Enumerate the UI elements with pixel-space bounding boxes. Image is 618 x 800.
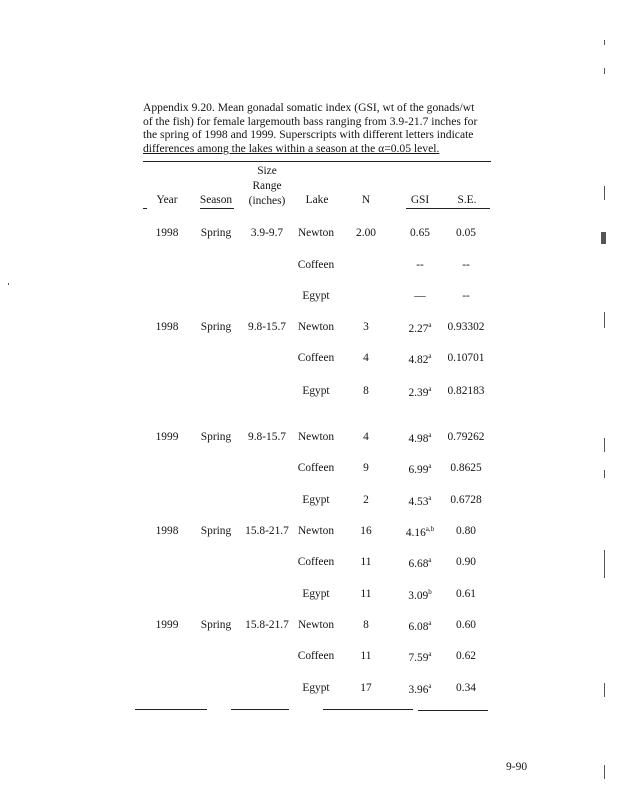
table-cell-n: 16 [360, 525, 372, 537]
table-cell-season: Spring [200, 525, 232, 537]
gsi-superscript: a [428, 352, 432, 360]
table-cell-lake: Newton [297, 321, 335, 333]
header-season: Season [199, 194, 233, 206]
header-size-line-3: (inches) [248, 195, 286, 207]
header-rule-left [143, 208, 147, 209]
table-cell-lake: Coffeen [297, 259, 335, 271]
table-cell-season: Spring [200, 321, 232, 333]
table-cell-gsi [408, 619, 431, 633]
gsi-superscript: b [428, 588, 432, 596]
table-bottom-rule-4 [418, 710, 488, 711]
gsi-value: 2.27 [408, 323, 429, 335]
table-cell-n: 3 [363, 321, 369, 333]
table-cell-se: 0.80 [456, 525, 476, 537]
table-cell-se: 0.79262 [447, 431, 485, 443]
gsi-value: 6.99 [408, 464, 429, 476]
gsi-value: 4.53 [408, 496, 429, 508]
gsi-value: 3.96 [408, 684, 429, 696]
table-cell-size: 9.8-15.7 [248, 431, 286, 443]
table-cell-gsi [408, 650, 431, 664]
table-cell-season: Spring [200, 619, 232, 631]
header-size-line-1: Size [257, 165, 277, 177]
table-cell-se: 0.34 [456, 682, 476, 694]
header-rule-season [200, 208, 234, 209]
page-number: 9-90 [506, 761, 528, 773]
scan-mark [604, 312, 605, 328]
table-cell-gsi [408, 462, 431, 476]
table-cell-year: 1999 [155, 431, 179, 443]
table-cell-gsi [408, 321, 431, 335]
header-se: S.E. [457, 194, 477, 206]
scan-mark [604, 68, 605, 74]
header-size-line-2: Range [252, 180, 282, 192]
table-cell-se: 0.6728 [450, 494, 482, 506]
table-cell-lake: Newton [297, 431, 335, 443]
scan-mark [604, 765, 605, 779]
scan-mark [604, 470, 605, 478]
table-cell-gsi [416, 259, 424, 271]
scan-mark [604, 40, 605, 45]
table-cell-gsi [408, 682, 431, 696]
table-cell-n: 9 [363, 462, 369, 474]
table-cell-se: 0.8625 [450, 462, 482, 474]
table-cell-n: 8 [363, 385, 369, 397]
table-cell-lake: Egypt [302, 290, 330, 302]
table-caption [143, 101, 493, 155]
gsi-superscript: a [428, 556, 432, 564]
table-bottom-rule-3 [323, 709, 413, 710]
table-cell-n: 11 [360, 556, 372, 568]
table-cell-year: 1998 [155, 321, 179, 333]
gsi-value: — [414, 290, 426, 302]
caption-line-3: the spring of 1998 and 1999. Superscripts with different letters indicate [143, 128, 474, 142]
table-cell-size: 15.8-21.7 [245, 525, 289, 537]
table-cell-se: -- [462, 290, 470, 302]
gsi-superscript: a [428, 494, 432, 502]
table-cell-se: 0.10701 [447, 352, 485, 364]
table-cell-se: 0.05 [456, 227, 476, 239]
gsi-value: 0.65 [410, 227, 430, 239]
table-cell-gsi [408, 431, 431, 445]
gsi-value: 7.59 [408, 652, 429, 664]
gsi-superscript: a [428, 385, 432, 393]
table-cell-n: 2 [363, 494, 369, 506]
gsi-value: 3.09 [408, 590, 429, 602]
gsi-superscript: a [428, 431, 432, 439]
gsi-value: 2.39 [408, 387, 429, 399]
table-bottom-rule-2 [231, 709, 289, 710]
header-gsi: GSI [410, 194, 430, 206]
gsi-superscript: a [428, 619, 432, 627]
table-cell-se: 0.61 [456, 588, 476, 600]
table-cell-gsi [410, 227, 430, 239]
table-cell-se: 0.60 [456, 619, 476, 631]
gsi-superscript: a [428, 682, 432, 690]
table-cell-lake: Coffeen [297, 556, 335, 568]
caption-line-4: differences among the lakes within a season at the α=0.05 level. [143, 141, 440, 155]
table-cell-n: 17 [360, 682, 372, 694]
table-cell-n: 4 [363, 352, 369, 364]
gsi-superscript: a [428, 650, 432, 658]
table-cell-n: 8 [363, 619, 369, 631]
caption-rule [143, 161, 491, 162]
table-cell-season: Spring [200, 431, 232, 443]
table-cell-se: 0.82183 [447, 385, 485, 397]
table-cell-year: 1998 [155, 227, 179, 239]
header-rule-main [406, 208, 490, 209]
table-cell-n: 11 [360, 650, 372, 662]
table-cell-lake: Coffeen [297, 650, 335, 662]
scan-mark [604, 683, 605, 697]
caption-line-2: of the fish) for female largemouth bass ranging from 3.9-21.7 inches for [143, 114, 478, 128]
scan-mark [604, 438, 605, 452]
table-cell-gsi [406, 525, 434, 539]
gsi-value: 4.82 [408, 354, 429, 366]
table-cell-lake: Egypt [302, 682, 330, 694]
table-cell-se: 0.90 [456, 556, 476, 568]
header-year: Year [156, 194, 178, 206]
table-cell-size: 15.8-21.7 [245, 619, 289, 631]
scan-mark [601, 232, 606, 244]
gsi-value: -- [416, 259, 424, 271]
header-n: N [361, 194, 371, 206]
table-cell-gsi [408, 385, 431, 399]
table-cell-se: -- [462, 259, 470, 271]
scan-mark [604, 550, 605, 578]
table-cell-lake: Egypt [302, 494, 330, 506]
table-cell-lake: Newton [297, 227, 335, 239]
table-cell-gsi [414, 290, 425, 302]
table-cell-lake: Egypt [302, 588, 330, 600]
scan-mark [604, 186, 605, 200]
table-cell-se: 0.62 [456, 650, 476, 662]
table-cell-season: Spring [200, 227, 232, 239]
caption-line-1: Appendix 9.20. Mean gonadal somatic index (GSI, wt of the gonads/wt [143, 101, 475, 114]
scan-mark [8, 283, 9, 285]
table-cell-year: 1999 [155, 619, 179, 631]
table-cell-gsi [408, 494, 431, 508]
table-cell-lake: Coffeen [297, 352, 335, 364]
table-cell-gsi [408, 352, 431, 366]
table-cell-lake: Newton [297, 525, 335, 537]
table-cell-year: 1998 [155, 525, 179, 537]
table-cell-n: 11 [360, 588, 372, 600]
table-cell-n: 4 [363, 431, 369, 443]
gsi-value: 6.08 [408, 621, 429, 633]
header-size-range [249, 164, 286, 209]
gsi-superscript: a,b [425, 525, 435, 533]
table-cell-gsi [408, 588, 431, 602]
header-lake: Lake [305, 194, 329, 206]
gsi-value: 4.16 [405, 527, 426, 539]
table-cell-se: 0.93302 [447, 321, 485, 333]
gsi-value: 6.68 [408, 558, 429, 570]
table-cell-gsi [408, 556, 431, 570]
table-cell-lake: Coffeen [297, 462, 335, 474]
gsi-superscript: a [428, 462, 432, 470]
table-bottom-rule-1 [135, 709, 207, 710]
gsi-superscript: a [428, 321, 432, 329]
table-cell-size: 3.9-9.7 [250, 227, 284, 239]
gsi-value: 4.98 [408, 433, 429, 445]
table-cell-lake: Newton [297, 619, 335, 631]
table-cell-n: 2.00 [356, 227, 376, 239]
table-cell-size: 9.8-15.7 [248, 321, 286, 333]
table-cell-lake: Egypt [302, 385, 330, 397]
